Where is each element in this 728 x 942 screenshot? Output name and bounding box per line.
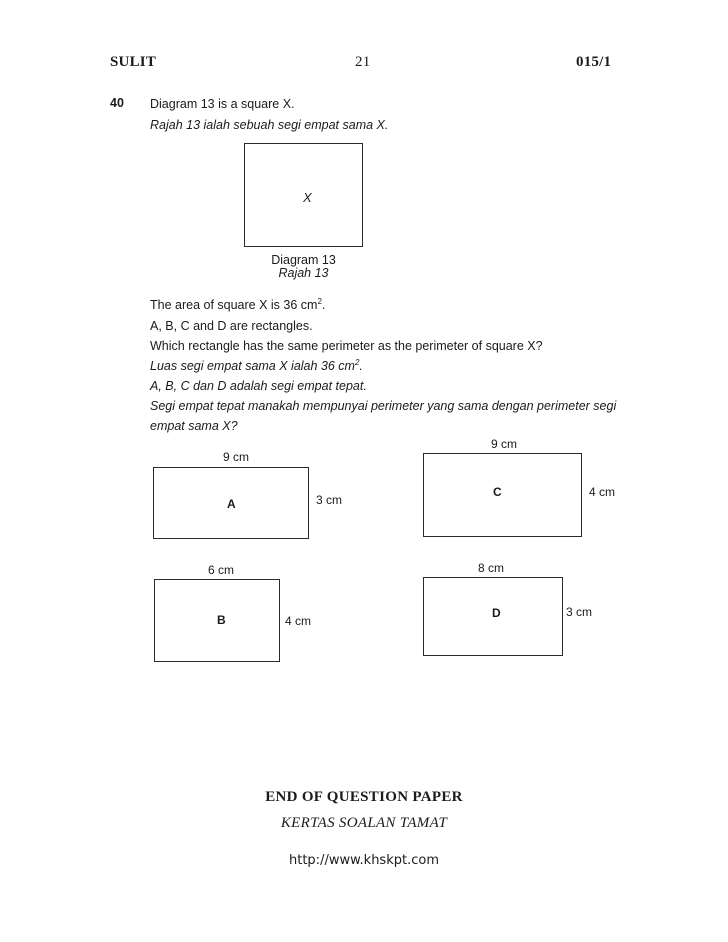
paper-code: 015/1 [576,54,612,70]
rectangles-statement-malay: A, B, C dan D adalah segi empat tepat. [150,379,367,393]
diagram-caption-english: Diagram 13 [271,253,336,267]
square-x-label: X [303,190,312,205]
diagram-caption-malay: Rajah 13 [278,266,329,280]
question-english: Which rectangle has the same perimeter as the perimeter of square X? [150,339,543,353]
intro-english: Diagram 13 is a square X. [150,97,295,111]
option-d-height-label: 3 cm [566,605,593,619]
option-b-letter: B [217,613,226,627]
question-malay-line-1: Segi empat tepat manakah mempunyai perimeter yang sama dengan perimeter segi [150,399,617,413]
area-statement-exponent: 2 [317,296,322,306]
end-of-paper-malay: KERTAS SOALAN TAMAT [280,815,448,831]
area-statement-malay [150,358,363,374]
header-left-label: SULIT [110,54,157,70]
option-d-width-label: 8 cm [478,561,505,575]
option-c-height-label: 4 cm [589,485,616,499]
end-of-paper-english: END OF QUESTION PAPER [265,789,463,805]
area-statement-malay-text: Luas segi empat sama X ialah 36 cm [150,359,355,373]
rectangles-statement-english: A, B, C and D are rectangles. [150,319,313,333]
source-url[interactable]: http://www.khskpt.com [289,853,439,868]
question-malay-line-2: empat sama X? [150,419,238,433]
option-b-width-label: 6 cm [208,563,235,577]
option-a-height-label: 3 cm [316,493,343,507]
area-statement-malay-period: . [359,359,363,373]
question-number: 40 [110,96,124,110]
option-c-width-label: 9 cm [491,437,518,451]
area-statement-text: The area of square X is 36 cm [150,298,318,312]
area-statement-period: . [321,298,326,312]
option-c-letter: C [493,485,502,499]
area-statement-malay-exponent: 2 [354,357,360,367]
option-b-height-label: 4 cm [285,614,312,628]
intro-malay: Rajah 13 ialah sebuah segi empat sama X. [150,118,389,132]
option-a-width-label: 9 cm [223,450,250,464]
option-d-letter: D [492,606,501,620]
option-a-letter: A [227,497,236,511]
area-statement-english [150,297,325,313]
option-c-rectangle[interactable] [423,453,582,537]
page-number: 21 [355,54,371,70]
